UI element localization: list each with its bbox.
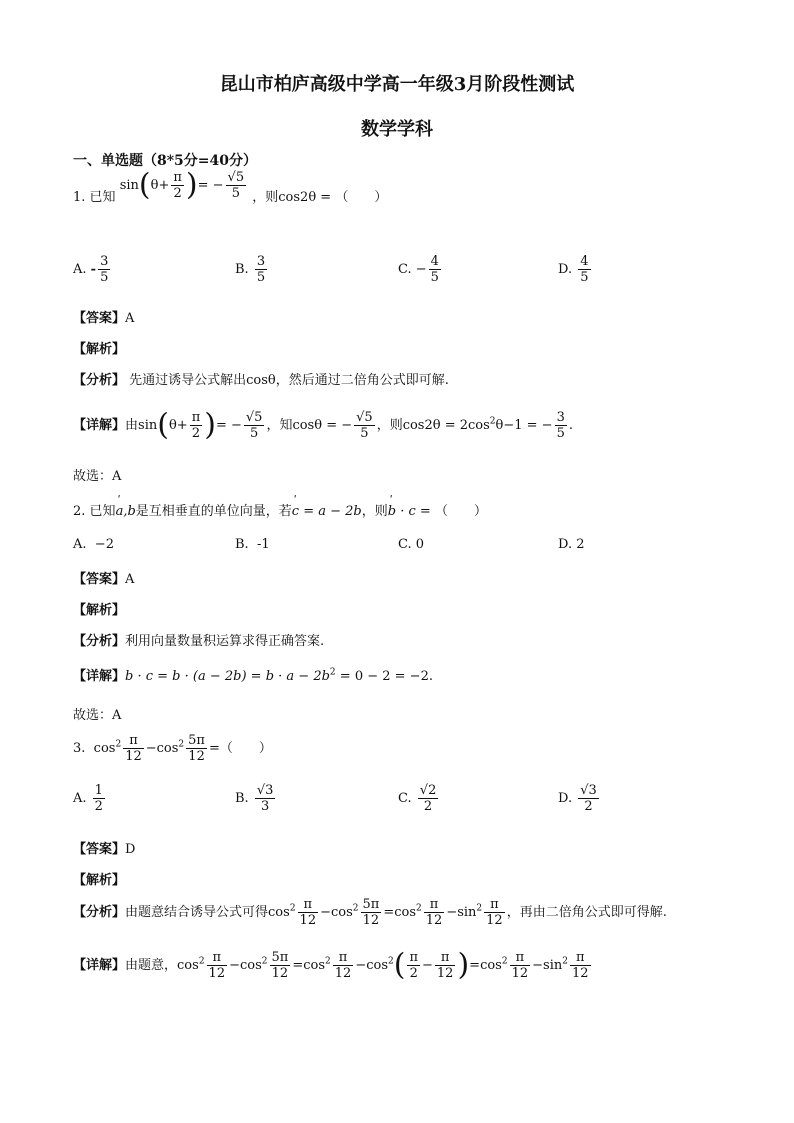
q1-answer: 【答案】A (73, 311, 135, 326)
q2-option-a: A. −2 (73, 537, 114, 552)
q1-option-a: A. - $\frac{3}{5}$ (73, 254, 109, 285)
q1-option-c: C. − $\frac{4}{5}$ (398, 254, 439, 285)
q1-choose: 故选：A (73, 469, 122, 484)
q2-detail: 【详解】$b \cdot c = b \cdot (a - 2b) = b \cdot a - 2b^2 = 0 - 2 = -2$. (73, 667, 433, 684)
question-2: 2. 已知ˈ a,b是互相垂直的单位向量，若ˈ c = a − 2b，则ˈ b · c = （ ） (73, 500, 487, 519)
q1-analysis: 【解析】 (73, 342, 126, 357)
q2-option-b: B. -1 (235, 537, 270, 552)
q3-answer: 【答案】D (73, 842, 136, 857)
q3-option-b: B. √ $\frac{3}{3}$ (235, 783, 277, 814)
q1-option-d: D. $\frac{4}{5}$ (558, 254, 589, 285)
q2-answer: 【答案】A (73, 572, 135, 587)
q3-option-c: C. √ $\frac{2}{2}$ (398, 783, 440, 814)
q3-analysis: 【解析】 (73, 873, 126, 888)
q3-option-d: D. √ $\frac{3}{2}$ (558, 783, 601, 814)
question-1: 1. 已知 sin(θ+ $\frac{\pi}{2}$ )= − √ $\frac{5}{5}$ ，则cos2θ = （ ） (73, 182, 387, 213)
page-title: 昆山市柏庐高级中学高一年级3月阶段性测试 (219, 74, 575, 95)
q3-option-a: A. $\frac{1}{2}$ (73, 783, 103, 814)
q2-fenxi: 【分析】利用向量数量积运算求得正确答案. (73, 634, 325, 649)
q2-choose: 故选：A (73, 708, 122, 723)
q1-fenxi: 【分析】 先通过诱导公式解出cosθ，然后通过二倍角公式即可解. (73, 373, 449, 388)
q1-detail: 【详解】由sin(θ+ $\frac{\pi}{2}$ )= − √ $\frac{5}{5}$ ，知cosθ = − √ $\frac{5}{5}$ ，则$\cos 2\theta = 2\cos^2\theta-1$ = − $\frac{3}{5}$ . (73, 410, 573, 441)
q2-analysis: 【解析】 (73, 603, 126, 618)
q2-option-c: C. 0 (398, 537, 425, 552)
question-3: 3. $\cos^2$ $\frac{\pi}{12}$ $-\cos^2$ $\frac{5\pi}{12}$ =（ ） (73, 733, 272, 764)
page-subtitle: 数学学科 (361, 119, 433, 140)
q3-detail: 【详解】由题意，$\cos^2$ $\frac{\pi}{12}$ $-\cos^2$ $\frac{5\pi}{12}$ $=\cos^2$ $\frac{\pi}{12}$ $-\cos^2$( $\frac{\pi}{2}$ − $\frac{\pi}{12}$ )$=\cos^2$ $\frac{\pi}{12}$ $-\sin^2$ $\frac{\pi}{12}$ (73, 947, 589, 983)
q3-fenxi: 【分析】由题意结合诱导公式可得$\cos^2$ $\frac{\pi}{12}$ $-\cos^2$ $\frac{5\pi}{12}$ $=\cos^2$ $\frac{\pi}{12}$ $-\sin^2$ $\frac{\pi}{12}$ ，再由二倍角公式即可得解. (73, 897, 667, 928)
q2-option-d: D. 2 (558, 537, 585, 552)
q1-option-b: B. $\frac{3}{5}$ (235, 254, 266, 285)
section-heading: 一、单选题（8*5分=40分） (73, 153, 258, 169)
